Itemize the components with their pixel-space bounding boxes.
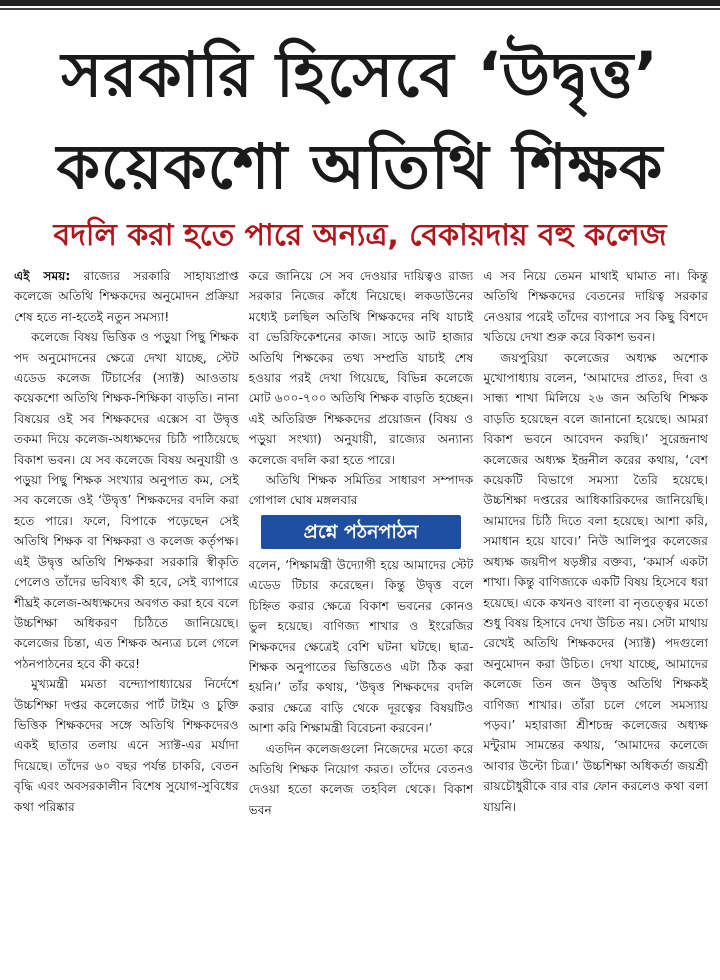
top-rule [0,0,720,6]
article-column-3 [483,266,708,978]
article-paragraph: এতদিন কলেজগুলো নিজেদের মতো করে অতিথি শিক্ষক নিয়োগ করত। তাঁদের বেতনও দেওয়া হতো কলেজ তহবিল থেকে। বিকাশ ভবন [248,741,474,817]
headline-line-2: কয়েকশো অতিথি শিক্ষক [56,130,664,203]
article-paragraph: বলেন, ‘শিক্ষামন্ত্রী উদ্যোগী হয়ে আমাদের স্টেট এডেড টিচার করেছেন। কিন্তু উদ্বৃত্ত বলে চিহ্নিত করার ক্ষেত্রে বিকাশ ভবনের কোনও ভুল হয়েছে। বাণিজ্য শাখার ও ইংরেজির শিক্ষকদের ক্ষেত্রেই বেশি ঘটনা ঘটছে। ছাত্র-শিক্ষক অনুপাতের ভিত্তিতেও এটা ঠিক করা হয়নি।’ তাঁর কথায়, ‘উদ্বৃত্ত শিক্ষকদের বদলি করার ক্ষেত্রে বাড়ি থেকে দূরত্বের বিষয়টিও আশা করি শিক্ষামন্ত্রী বিবেচনা করবেন।’ [248,557,474,736]
article-column-2 [249,266,474,978]
article-paragraph [14,266,239,327]
dateline: এই সময়: [14,269,71,283]
section-subheading: প্রশ্নে পঠনপাঠন [261,515,462,549]
article-paragraph: অতিথি শিক্ষক সমিতির সাধারণ সম্পাদক গোপাল ঘোষ মঙ্গলবার [248,473,474,508]
article-paragraph: করে জানিয়ে সে সব দেওয়ার দায়িত্বও রাজ্য সরকার নিজের কাঁধে নিয়েছে। লকডাউনের মধ্যেই চলছিল অতিথি শিক্ষকদের নথি যাচাই বা ভেরিফিকেশনের কাজ। সাড়ে আট হাজার অতিথি শিক্ষকের তথ্য সম্প্রতি যাচাই শেষ হওয়ার পরই দেখা গিয়েছে, বিভিন্ন কলেজে মোট ৬০০-৭০০ অতিথি শিক্ষক বাড়তি হচ্ছেন। এই অতিরিক্ত শিক্ষকদের প্রয়োজন (বিষয় ও পড়ুয়া সংখ্যা) অনুযায়ী, রাজ্যের অন্যান্য কলেজে বদলি করা হতে পারে। [248,269,474,467]
article-paragraph: কলেজে বিষয় ভিত্তিক ও পড়ুয়া পিছু শিক্ষক পদ অনুমোদনের ক্ষেত্রে দেখা যাচ্ছে, স্টেট এডেড কলেজ টিচার্সের (স্যাক্ট) আওতায় কয়েকশো অতিথি শিক্ষক-শিক্ষিকা বাড়তি। নানা বিষয়ের ওই সব শিক্ষকদের এক্সেস বা উদ্বৃত্ত তকমা দিয়ে কলেজ-অধ্যক্ষদের চিঠি পাঠিয়েছে বিকাশ ভবন। যে সব কলেজে বিষয় অনুযায়ী ও পড়ুয়া পিছু শিক্ষক সংখ্যার অনুপাত কম, সেই সব কলেজে ওই ‘উদ্বৃত্ত’ শিক্ষকদের বদলি করা হতে পারে। ফলে, বিপাকে পড়েছেন সেই অতিথি শিক্ষক বা শিক্ষকরা ও কলেজ কর্তৃপক্ষ। এই উদ্বৃত্ত অতিথি শিক্ষকরা সরকারি স্বীকৃতি পেলেও তাঁদের ভবিষ্যৎ কী হবে, সেই ব্যাপারে শীঘ্রই কলেজ-অধ্যক্ষদের অবগত করা হবে বলে উচ্চশিক্ষা অধিকরণ চিঠিতে জানিয়েছে। কলেজের চিন্তা, এত শিক্ষক অন্যত্র চলে গেলে পঠনপাঠনের হবে কী করে! [14,330,239,671]
article-paragraph: এ সব নিয়ে তেমন মাথাই ঘামাত না। কিন্তু অতিথি শিক্ষকদের বেতনের দায়িত্ব সরকার নেওয়ার পরেই তাঁদের ব্যাপারে সব কিছু বিশদে খতিয়ে দেখা শুরু করে বিকাশ ভবন। [483,269,708,345]
article-paragraph: মুখ্যমন্ত্রী মমতা বন্দ্যোপাধ্যায়ের নির্দেশে উচ্চশিক্ষা দপ্তর কলেজের পার্ট টাইম ও চুক্তি ভিত্তিক শিক্ষকদের সঙ্গে অতিথি শিক্ষকদেরও একই ছাতার তলায় এনে স্যাক্ট-এর মর্যাদা দিয়েছে। তাঁদের ৬০ বছর পর্যন্ত চাকরি, বেতন বৃদ্ধি এবং অবসরকালীন বিশেষ সুযোগ-সুবিধের কথা পরিষ্কার [14,677,239,814]
article-body [14,266,708,978]
subheadline: বদলি করা হতে পারে অন্যত্র, বেকায়দায় বহু কলেজ [53,218,667,253]
paragraph-text: রাজ্যের সরকারি সাহায্যপ্রাপ্ত কলেজে অতিথি শিক্ষকদের অনুমোদন প্রক্রিয়া শেষ হতে না-হতেই নতুন সমস্যা! [14,269,239,324]
article-paragraph: জয়পুরিয়া কলেজের অধ্যক্ষ অশোক মুখোপাধ্যায় বলেন, ‘আমাদের প্রাতঃ, দিবা ও সান্ধ্য শাখা মিলিয়ে ২৬ জন অতিথি শিক্ষক বাড়তি হয়েছেন বলে জানানো হয়েছে। আমরা বিকাশ ভবনে আবেদন করছি।’ সুরেন্দ্রনাথ কলেজের অধ্যক্ষ ইন্দ্রনীল করের কথায়, ‘বেশ কয়েকটি বিভাগে সমস্যা তৈরি হয়েছে। উচ্চশিক্ষা দপ্তরের আধিকারিকদের জানিয়েছি। আমাদের চিঠি দিতে বলা হয়েছে। আশা করি, সমাধান হয়ে যাবে।’ নিউ আলিপুর কলেজের অধ্যক্ষ জয়দীপ ষড়ঙ্গীর বক্তব্য, ‘কমার্স একটা শাখা। কিন্তু বাণিজ্যকে একটি বিষয় হিসেবে ধরা হয়েছে। একে কখনও বাংলা বা নৃতত্ত্বের মতো শুধু বিষয় হিসাবে দেখা উচিত নয়। সেটা মাথায় রেখেই অতিথি শিক্ষকদের (স্যাক্ট) পদগুলো অনুমোদন করা উচিত। দেখা যাচ্ছে, আমাদের কলেজে তিন জন উদ্বৃত্ত অতিথি শিক্ষকই বাণিজ্য শাখার। তাঁরা চলে গেলে সমস্যায় পড়ব।’ মহারাজা শ্রীশচন্দ্র কলেজের অধ্যক্ষ মন্টুরাম সামন্তের কথায়, ‘আমাদের কলেজে আবার উল্টো চিত্র।’ উচ্চশিক্ষা অধিকর্তা জয়শ্রী রায়চৌধুরীকে বার বার ফোন করলেও কথা বলা যায়নি। [483,350,708,814]
top-rule-thin [0,8,720,10]
headline-line-1: সরকারি হিসেবে ‘উদ্বৃত্ত’ [61,38,659,111]
article-column-1 [14,266,239,978]
